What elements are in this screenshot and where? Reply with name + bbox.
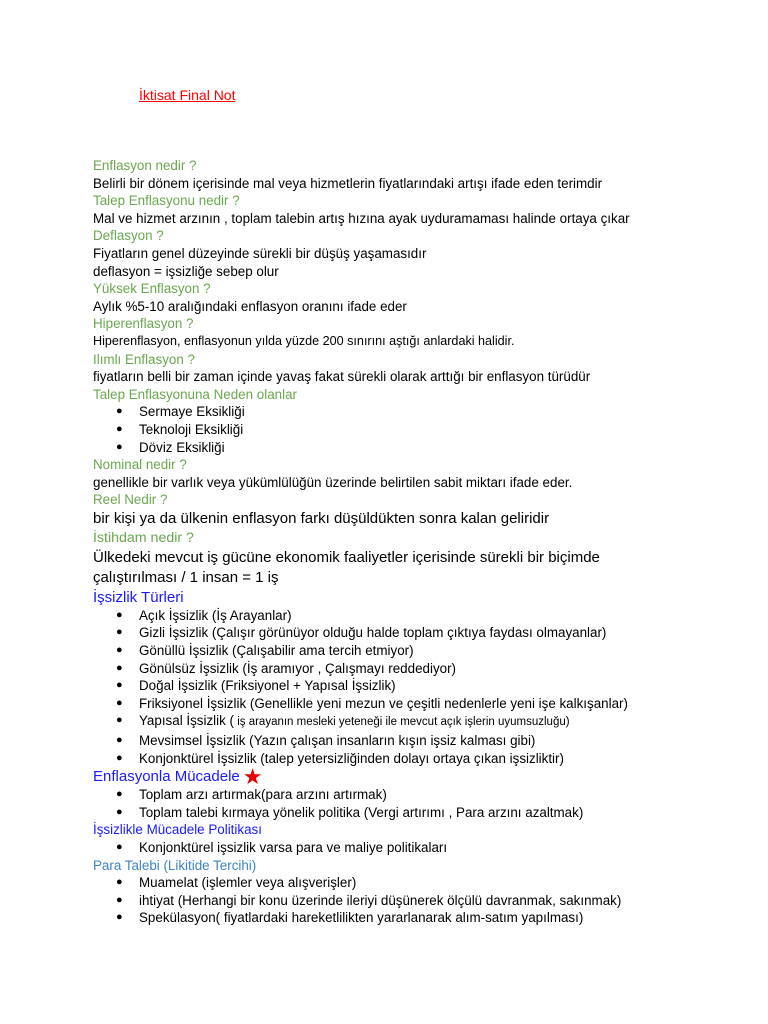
answer-nominal: genellikle bir varlık veya yükümlülüğün üzerinde belirtilen sabit miktarı ifade eder. bbox=[93, 474, 573, 490]
bullet-dot-icon: ● bbox=[116, 788, 123, 801]
list-item-text: ihtiyat (Herhangi bir konu üzerinde ileriyi düşünerek ölçülü davranmak, sakınmak) bbox=[139, 892, 622, 908]
list-item bbox=[93, 607, 753, 625]
heading-issizlik-turleri: İşsizlik Türleri bbox=[93, 588, 184, 606]
list-item bbox=[93, 750, 753, 768]
list-item bbox=[93, 660, 753, 678]
document-title[interactable]: İktisat Final Not bbox=[139, 87, 236, 103]
list-item-text: Sermaye Eksikliği bbox=[139, 404, 245, 420]
question-istihdam: İstihdam nedir ? bbox=[93, 529, 194, 546]
list-para-talebi bbox=[93, 874, 753, 927]
list-item-text: Teknoloji Eksikliği bbox=[139, 421, 244, 437]
bullet-dot-icon: ● bbox=[116, 805, 123, 818]
question-deflasyon: Deflasyon ? bbox=[93, 228, 164, 244]
bullet-dot-icon: ● bbox=[116, 405, 123, 418]
list-item-text: Muamelat (işlemler veya alışverişler) bbox=[139, 875, 357, 891]
list-item-text: Konjonktürel İşsizlik (talep yetersizliğinden dolayı ortaya çıkan işsizliktir) bbox=[139, 750, 564, 766]
list-item bbox=[93, 892, 753, 910]
list-item bbox=[93, 732, 753, 750]
list-item-text: Friksiyonel İşsizlik (Genellikle yeni mezun ve çeşitli nedenlerle yeni işe kalkışanlar) bbox=[139, 695, 628, 711]
list-item bbox=[93, 439, 753, 457]
question-talep-enflasyonu: Talep Enflasyonu nedir ? bbox=[93, 193, 240, 209]
answer-reel: bir kişi ya da ülkenin enflasyon farkı düşüldükten sonra kalan geliridir bbox=[93, 509, 550, 527]
answer-enflasyon: Belirli bir dönem içerisinde mal veya hizmetlerin fiyatlarındaki artışı ifade eden terimdir bbox=[93, 175, 603, 191]
bullet-dot-icon: ● bbox=[116, 679, 123, 692]
list-item-text: Toplam talebi kırmaya yönelik politika (Vergi artırımı , Para arzını azaltmak) bbox=[139, 804, 584, 820]
list-item bbox=[93, 695, 753, 713]
red-star-icon: ★ bbox=[242, 764, 263, 790]
question-hiperenflasyon: Hiperenflasyon ? bbox=[93, 316, 194, 332]
list-item-text: Gönülsüz İşsizlik (İş aramıyor , Çalışmayı reddediyor) bbox=[139, 660, 457, 676]
question-enflasyon: Enflasyon nedir ? bbox=[93, 158, 197, 173]
question-ilimli-enflasyon: Ilımlı Enflasyon ? bbox=[93, 351, 195, 367]
answer-istihdam-1: Ülkedeki mevcut iş gücüne ekonomik faaliyetler içerisinde sürekli bir biçimde bbox=[93, 548, 600, 566]
bullet-dot-icon: ● bbox=[116, 440, 123, 453]
answer-yuksek-enflasyon: Aylık %5-10 aralığındaki enflasyon oranını ifade eder bbox=[93, 298, 407, 314]
list-item-text: Gizli İşsizlik (Çalışır görünüyor olduğu halde toplam çıktıya faydası olmayanlar) bbox=[139, 625, 607, 641]
answer-talep-enflasyonu: Mal ve hizmet arzının , toplam talebin artış hızına ayak uyduramaması halinde ortaya çıkar bbox=[93, 210, 630, 226]
list-item bbox=[93, 909, 753, 927]
list-item bbox=[93, 642, 753, 660]
bullet-dot-icon: ● bbox=[116, 644, 123, 657]
list-item-text: Doğal İşsizlik (Friksiyonel + Yapısal İşsizlik) bbox=[139, 678, 396, 694]
list-item bbox=[93, 804, 753, 822]
bullet-dot-icon: ● bbox=[116, 422, 123, 435]
list-enflasyonla-mucadele bbox=[93, 786, 753, 821]
list-item-text: Toplam arzı artırmak(para arzını artırmak) bbox=[139, 787, 387, 803]
list-item-text: Döviz Eksikliği bbox=[139, 439, 225, 455]
bullet-dot-icon: ● bbox=[116, 734, 123, 747]
bullet-dot-icon: ● bbox=[116, 911, 123, 924]
bullet-dot-icon: ● bbox=[116, 876, 123, 889]
list-item-text: Mevsimsel İşsizlik (Yazın çalışan insanların kışın işsiz kalması gibi) bbox=[139, 733, 536, 749]
list-item bbox=[93, 421, 753, 439]
list-item bbox=[93, 403, 753, 421]
list-item-text: Konjonktürel işsizlik varsa para ve maliye politikaları bbox=[139, 840, 448, 855]
list-item bbox=[93, 839, 753, 857]
list-item-note: iş arayanın mesleki yeteneği ile mevcut açık işlerin uyumsuzluğu) bbox=[234, 716, 570, 729]
answer-istihdam-2: çalıştırılması / 1 insan = 1 iş bbox=[93, 568, 279, 586]
bullet-dot-icon: ● bbox=[116, 751, 123, 764]
list-item-text: Açık İşsizlik (İş Arayanlar) bbox=[139, 607, 292, 623]
answer-ilimli-enflasyon: fiyatların belli bir zaman içinde yavaş fakat sürekli olarak arttığı bir enflasyon türüdür bbox=[93, 369, 591, 385]
heading-para-talebi: Para Talebi (Likitide Tercihi) bbox=[93, 857, 257, 873]
list-item bbox=[93, 624, 753, 642]
heading-issizlikle-mucadele: İşsizlikle Mücadele Politikası bbox=[93, 822, 262, 838]
list-item bbox=[93, 712, 753, 732]
list-issizlik-turleri bbox=[93, 607, 753, 767]
bullet-dot-icon: ● bbox=[116, 714, 123, 727]
heading-enflasyonla-mucadele-text: Enflasyonla Mücadele bbox=[93, 768, 240, 786]
answer-deflasyon-1: Fiyatların genel düzeyinde sürekli bir düşüş yaşamasıdır bbox=[93, 245, 427, 261]
question-reel: Reel Nedir ? bbox=[93, 492, 168, 508]
list-issizlikle-mucadele bbox=[93, 839, 753, 857]
list-item bbox=[93, 874, 753, 892]
bullet-dot-icon: ● bbox=[116, 841, 123, 853]
bullet-dot-icon: ● bbox=[116, 696, 123, 709]
list-item bbox=[93, 677, 753, 695]
question-yuksek-enflasyon: Yüksek Enflasyon ? bbox=[93, 281, 211, 297]
document-body bbox=[93, 157, 753, 927]
heading-enflasyonla-mucadele bbox=[93, 764, 753, 790]
question-nominal: Nominal nedir ? bbox=[93, 457, 187, 473]
bullet-dot-icon: ● bbox=[116, 661, 123, 674]
list-item bbox=[93, 786, 753, 804]
answer-deflasyon-2: deflasyon = işsizliğe sebep olur bbox=[93, 263, 279, 279]
list-item-text: Yapısal İşsizlik ( bbox=[139, 713, 234, 729]
list-item-text: Gönüllü İşsizlik (Çalışabilir ama tercih etmiyor) bbox=[139, 643, 414, 659]
bullet-dot-icon: ● bbox=[116, 626, 123, 639]
bullet-dot-icon: ● bbox=[116, 893, 123, 906]
list-talep-nedenleri bbox=[93, 403, 753, 456]
answer-hiperenflasyon: Hiperenflasyon, enflasyonun yılda yüzde 200 sınırını aştığı anlardaki halidir. bbox=[93, 333, 515, 348]
list-item-text: Spekülasyon( fiyatlardaki hareketlilikten yararlanarak alım-satım yapılması) bbox=[139, 910, 584, 926]
bullet-dot-icon: ● bbox=[116, 608, 123, 621]
heading-talep-enflasyonu-nedenleri: Talep Enflasyonuna Neden olanlar bbox=[93, 386, 297, 402]
